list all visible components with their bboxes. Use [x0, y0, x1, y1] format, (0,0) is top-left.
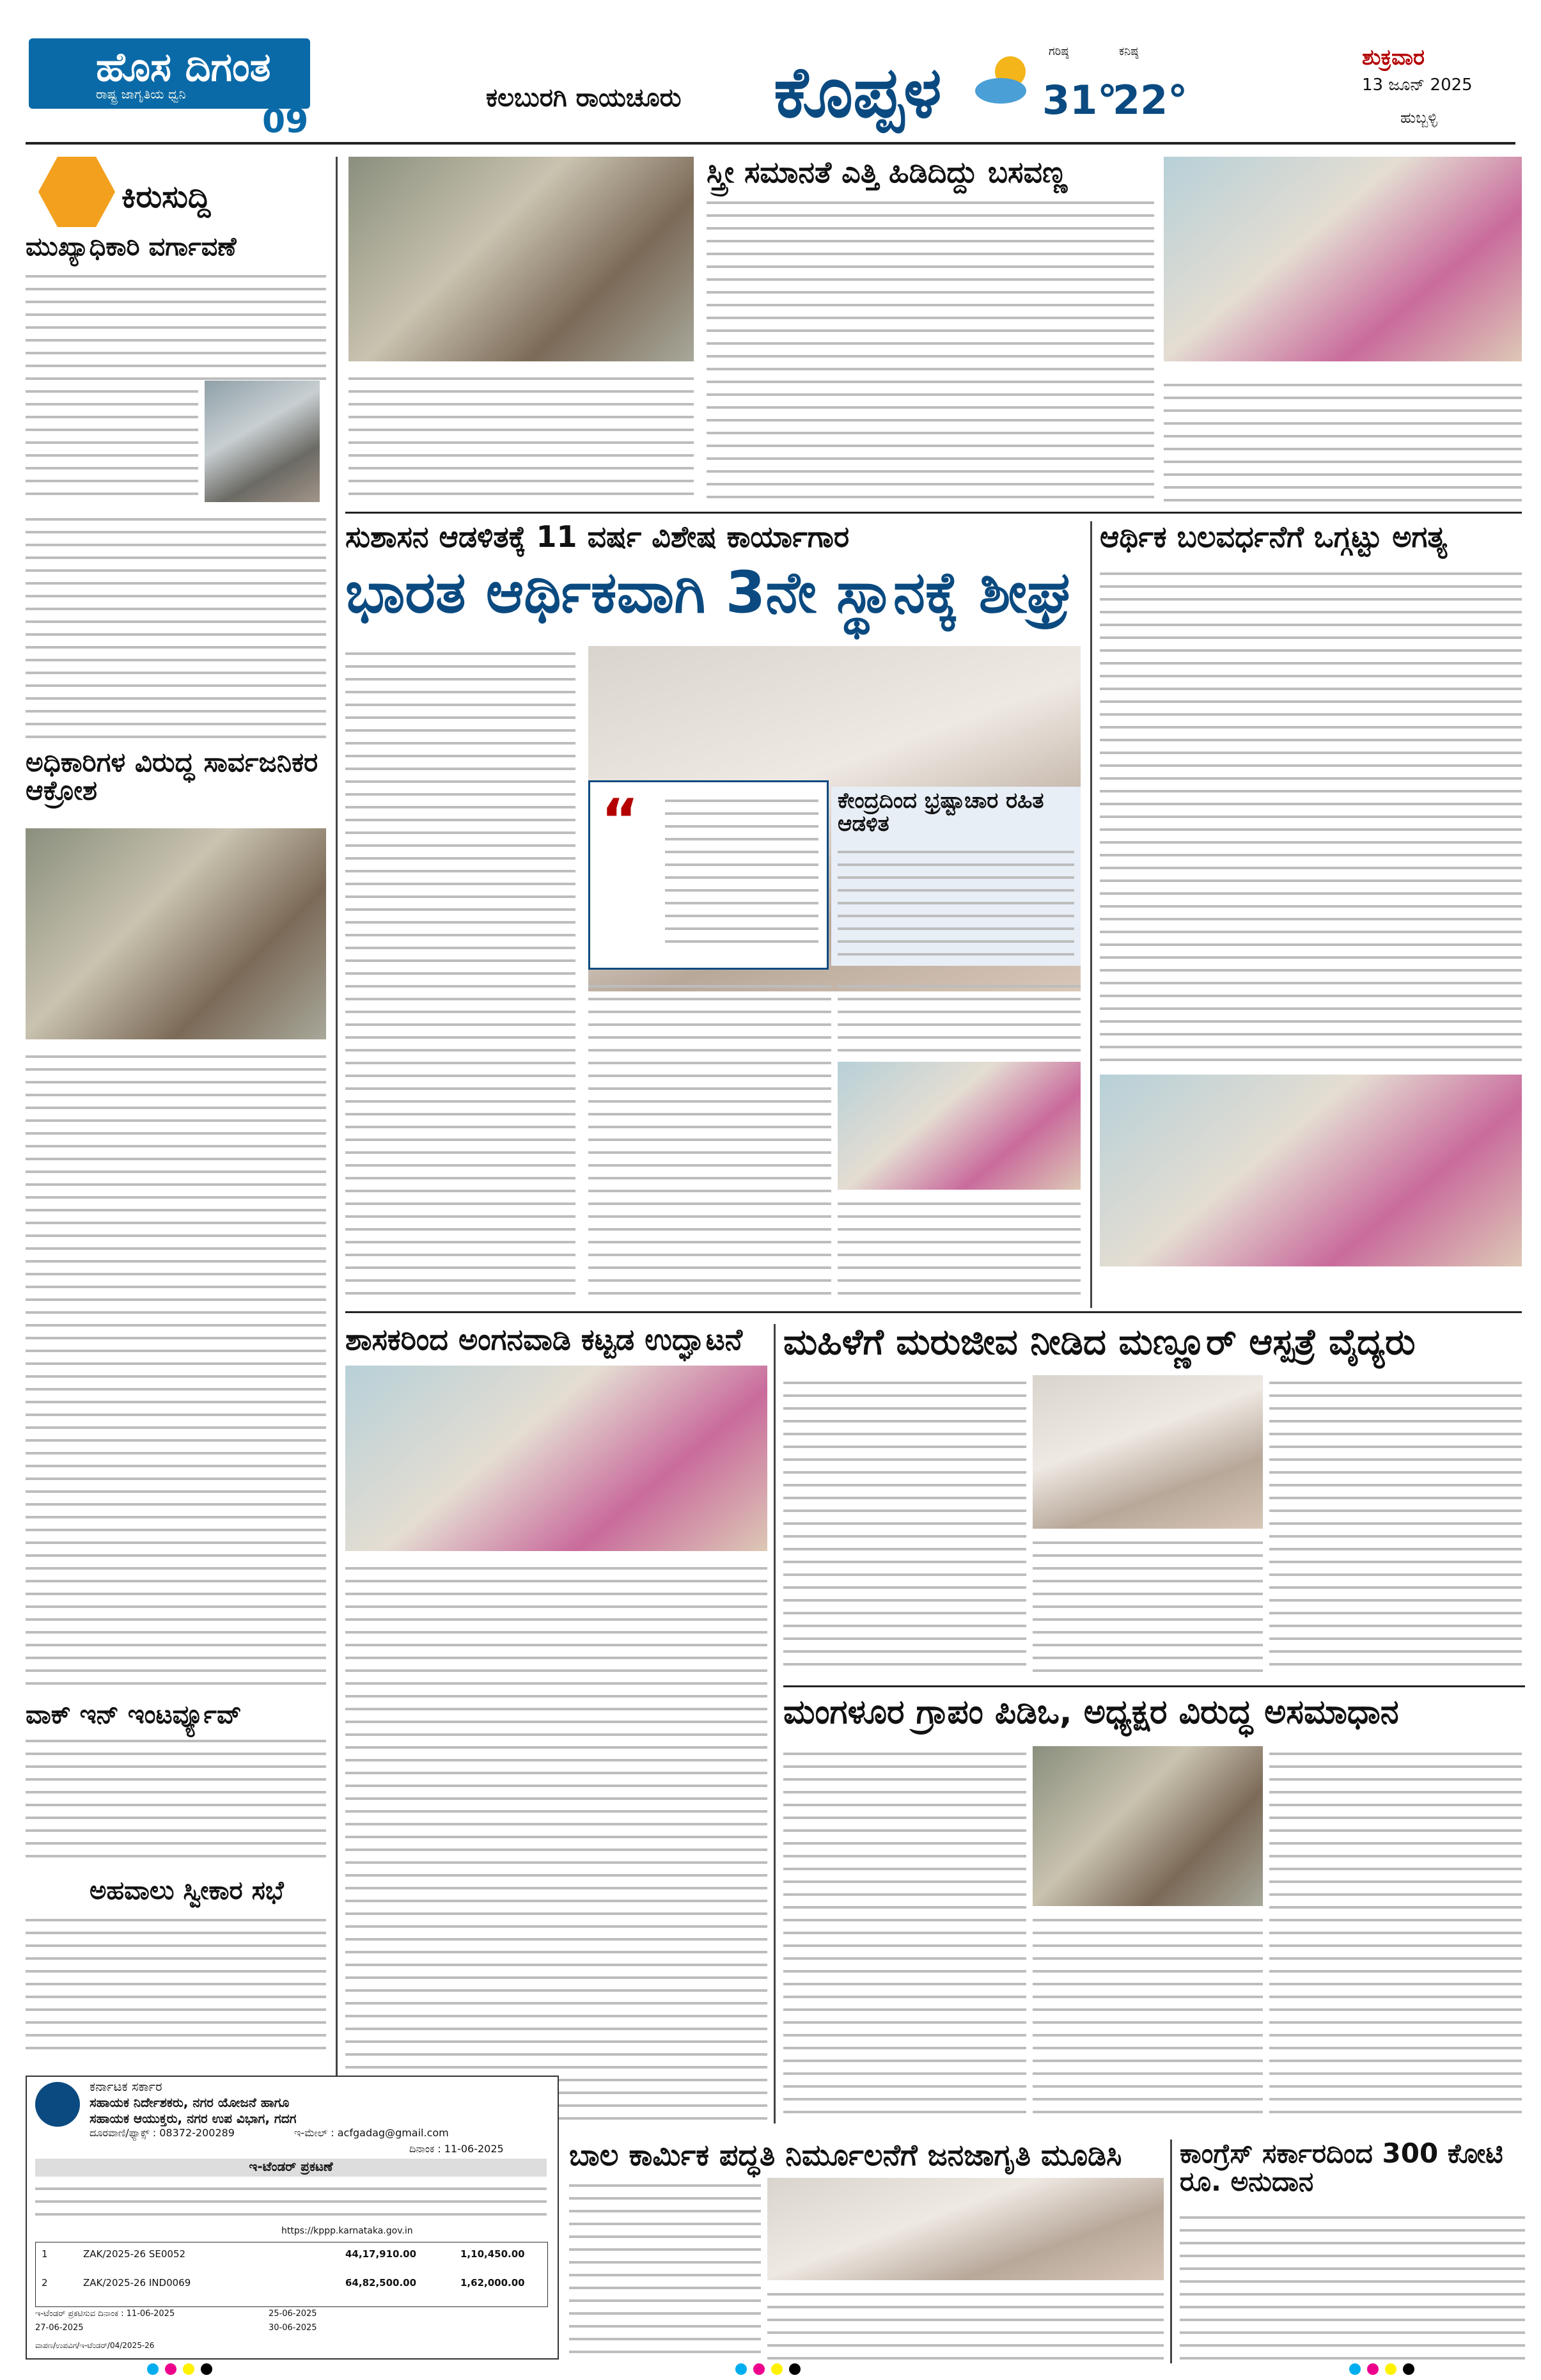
tender-phone: ದೂರವಾಣಿ/ಫ್ಯಾಕ್ಸ್ : 08372-200289: [90, 2127, 235, 2139]
brief-headline-4: ಅಹವಾಲು ಸ್ವೀಕಾರ ಸಭೆ: [90, 1876, 284, 1905]
row-divider-2: [345, 1311, 1522, 1313]
temp-min: 22°: [1113, 77, 1188, 123]
mangalur-headline: ಮಂಗಳೂರ ಗ್ರಾಪಂ ಪಿಡಿಒ, ಅಧ್ಯಕ್ಷರ ವಿರುದ್ಧ ಅಸಮಾಧಾನ: [783, 1693, 1399, 1731]
main-kicker: ಸುಶಾಸನ ಆಡಳಿತಕ್ಕೆ 11 ವರ್ಷ ವಿಶೇಷ ಕಾರ್ಯಾಗಾರ: [345, 519, 850, 554]
page-number: 09: [262, 102, 309, 141]
tender-row-1-code: ZAK/2025-26 SE0052: [83, 2248, 186, 2260]
temp-max-label: ಗರಿಷ್ಠ: [1049, 45, 1069, 58]
top-right-caption: [1164, 377, 1522, 505]
tender-notice-text: [35, 2181, 547, 2226]
weather-icon: [972, 51, 1042, 109]
tender-notice-title: ಇ-ಟೆಂಡರ್ ಪ್ರಕಟಣೆ: [35, 2159, 547, 2177]
top-left-caption: [348, 371, 694, 505]
tender-row-2-amount: 64,82,500.00: [345, 2277, 417, 2289]
column-divider-3: [774, 1324, 776, 2124]
registration-marks-center: [735, 2363, 801, 2375]
kirusuddi-hand-icon: [38, 157, 115, 227]
top-right-photo: [1164, 157, 1522, 361]
anganwadi-photo: [345, 1366, 767, 1551]
issue-day: ಶುಕ್ರವಾರ: [1362, 45, 1425, 70]
tender-url: https://kppp.karnataka.gov.in: [281, 2226, 413, 2236]
tender-row-2-emd: 1,62,000.00: [460, 2277, 525, 2289]
child-labour-text-col1: [569, 2178, 761, 2363]
side-box-text: [838, 844, 1074, 959]
main-photo-2: [838, 1062, 1081, 1190]
congress-headline: ಕಾಂಗ್ರೆಸ್ ಸರ್ಕಾರದಿಂದ 300 ಕೋಟಿ ರೂ. ಅನುದಾನ: [1180, 2138, 1503, 2198]
top-left-photo: [348, 157, 694, 361]
edition-city: ಹುಬ್ಬಳ್ಳಿ: [1400, 109, 1437, 127]
economy-photo: [1100, 1075, 1522, 1266]
brief-text-4: [26, 1912, 326, 2060]
hospital-photo: [1033, 1375, 1263, 1529]
tender-office-1: ಕರ್ನಾಟಕ ಸರ್ಕಾರ: [90, 2079, 162, 2094]
hospital-headline: ಮಹಿಳೆಗೆ ಮರುಜೀವ ನೀಡಿದ ಮಣ್ಣೂರ್ ಆಸ್ಪತ್ರೆ ವೈದ್ಯರು: [783, 1321, 1416, 1363]
hospital-text-col3: [1269, 1375, 1522, 1676]
logo-tagline: ರಾಷ್ಟ್ರ ಜಾಗೃತಿಯ ಧ್ವನಿ: [96, 86, 186, 102]
brief-text-1b: [26, 384, 198, 499]
child-labour-headline: ಬಾಲ ಕಾರ್ಮಿಕ ಪದ್ಧತಿ ನಿರ್ಮೂಲನೆಗೆ ಜನಜಾಗೃತಿ ಮೂಡಿಸಿ: [569, 2138, 1122, 2172]
mangalur-text-col1: [783, 1746, 1026, 2124]
brief-headline-2: ಅಧಿಕಾರಿಗಳ ವಿರುದ್ಧ ಸಾರ್ವಜನಿಕರ ಆಕ್ರೋಶ: [26, 746, 318, 807]
row-divider-1: [345, 512, 1522, 514]
brief-text-2: [26, 1049, 326, 1689]
brief-text-1c: [26, 512, 326, 742]
tender-date-2: 25-06-2025: [269, 2309, 317, 2319]
child-labour-photo: [767, 2178, 1164, 2280]
tender-row-1-sl: 1: [42, 2248, 48, 2260]
masthead-divider: [26, 142, 1515, 145]
tender-date-line: ದಿನಾಂಕ : 11-06-2025: [409, 2143, 504, 2155]
tender-office-3: ಸಹಾಯಕ ಆಯುಕ್ತರು, ನಗರ ಉಪ ವಿಭಾಗ, ಗದಗ: [90, 2111, 297, 2126]
main-text-col2: [588, 979, 831, 1305]
tender-row-1-amount: 44,17,910.00: [345, 2248, 417, 2260]
tender-date-1: ಇ-ಟೆಂಡರ್ ಪ್ರಕಟಿಸುವ ದಿನಾಂಕ : 11-06-2025: [35, 2309, 175, 2319]
river-photo: [26, 828, 326, 1039]
government-emblem-icon: [35, 2082, 80, 2127]
tender-footer-ref: ವಾಪಣ/ಉಪವಿಗ/ಇ-ಟೆಂಡರ್/04/2025-26: [35, 2341, 155, 2350]
column-divider-2: [1090, 521, 1092, 1308]
city-title: ಕೊಪ್ಪಳ: [774, 51, 942, 133]
hospital-text-col1: [783, 1375, 1026, 1676]
temp-min-label: ಕನಿಷ್ಠ: [1119, 45, 1139, 58]
person-photo: [205, 381, 320, 502]
mangalur-text-col2: [1033, 1912, 1263, 2124]
temp-max: 31°: [1042, 77, 1118, 123]
economy-text: [1100, 566, 1522, 1065]
kirusuddi-label: ಕಿರುಸುದ್ದಿ: [121, 179, 211, 215]
basavanna-headline: ಸ್ತ್ರೀ ಸಮಾನತೆ ಎತ್ತಿ ಹಿಡಿದಿದ್ದು ಬಸವಣ್ಣ: [707, 155, 1068, 189]
congress-text: [1180, 2210, 1525, 2363]
column-divider-1: [336, 157, 338, 2076]
side-box-headline: ಕೇಂದ್ರದಿಂದ ಭ್ರಷ್ಟಾಚಾರ ರಹಿತ ಆಡಳಿತ: [838, 788, 1044, 837]
quote-mark-icon: “: [601, 787, 639, 854]
mangalur-text-col3: [1269, 1746, 1522, 2124]
brief-text-3: [26, 1733, 326, 1868]
brief-headline-3: ವಾಕ್ ಇನ್ ಇಂಟರ್ವ್ಯೂವ್: [26, 1700, 242, 1730]
basavanna-text: [707, 195, 1154, 508]
anganwadi-text: [345, 1561, 767, 2124]
hospital-text-col2: [1033, 1535, 1263, 1676]
newspaper-logo: ಹೊಸ ದಿಗಂತ: [96, 43, 271, 90]
economy-headline: ಆರ್ಥಿಕ ಬಲವರ್ಧನೆಗೆ ಒಗ್ಗಟ್ಟು ಅಗತ್ಯ: [1100, 519, 1448, 554]
mangalur-photo: [1033, 1746, 1263, 1906]
brief-text-1: [26, 269, 326, 384]
tender-date-4: 30-06-2025: [269, 2323, 317, 2333]
main-text-col4: [838, 1196, 1081, 1305]
issue-date: 13 ಜೂನ್ 2025: [1362, 75, 1473, 95]
tender-row-2-sl: 2: [42, 2277, 48, 2289]
anganwadi-headline: ಶಾಸಕರಿಂದ ಅಂಗನವಾಡಿ ಕಟ್ಟಡ ಉದ್ಘಾಟನೆ: [345, 1322, 743, 1357]
region-label: ಕಲಬುರಗಿ ರಾಯಚೂರು: [486, 83, 682, 113]
main-text-col1: [345, 646, 575, 1305]
column-divider-4: [1170, 2140, 1172, 2363]
registration-marks-right: [1349, 2363, 1414, 2375]
child-labour-text-col2: [767, 2287, 1164, 2363]
main-headline: ಭಾರತ ಆರ್ಥಿಕವಾಗಿ 3ನೇ ಸ್ಥಾನಕ್ಕೆ ಶೀಘ್ರ: [345, 559, 1073, 626]
registration-marks-left: [147, 2363, 212, 2375]
row-divider-3: [783, 1685, 1525, 1687]
quote-text: [665, 793, 818, 953]
brief-headline-1: ಮುಖ್ಯಾಧಿಕಾರಿ ವರ್ಗಾವಣೆ: [26, 232, 237, 262]
tender-row-1-emd: 1,10,450.00: [460, 2248, 525, 2260]
tender-office-2: ಸಹಾಯಕ ನಿರ್ದೇಶಕರು, ನಗರ ಯೋಜನೆ ಹಾಗೂ: [90, 2095, 290, 2110]
tender-email: ಇ-ಮೇಲ್ : acfgadag@gmail.com: [294, 2127, 449, 2139]
tender-date-3: 27-06-2025: [35, 2323, 84, 2333]
tender-row-2-code: ZAK/2025-26 IND0069: [83, 2277, 191, 2289]
main-text-col3: [838, 979, 1081, 1055]
